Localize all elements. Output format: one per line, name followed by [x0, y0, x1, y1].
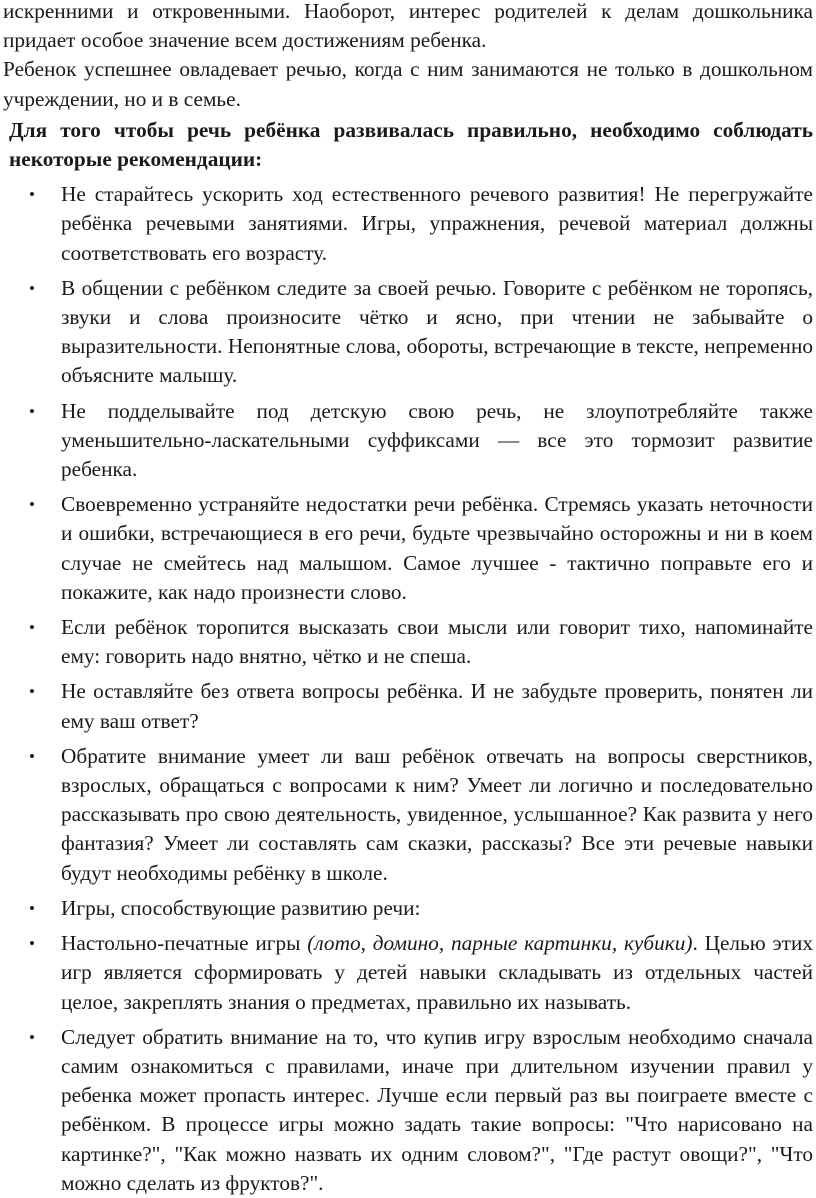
intro-paragraph-1: искренними и откровенными. Наоборот, интерес родителей к делам дошкольника придает особое значение всем достижениям ребенка.	[3, 0, 813, 53]
recommendations-heading: Для того чтобы речь ребёнка развивалась правильно, необходимо соблюдать некоторые рекомендации:	[9, 117, 813, 172]
bullet-icon: •	[29, 185, 35, 205]
list-item-games	[3, 929, 813, 1017]
recommendations-list	[3, 180, 813, 1198]
list-item-text: Не подделывайте под детскую свою речь, не злоупотребляйте также уменьшительно-ласкательными суффиксами — все это тормозит развитие ребенка.	[61, 398, 813, 482]
bullet-icon: •	[29, 1027, 35, 1047]
list-item-text: Не оставляйте без ответа вопросы ребёнка. И не забудьте проверить, понятен ли ему ваш ответ?	[61, 679, 813, 733]
bullet-icon: •	[29, 682, 35, 702]
intro-paragraph-2: Ребенок успешнее овладевает речью, когда с ним занимаются не только в дошкольном учреждении, но и в семье.	[3, 57, 813, 111]
list-item	[3, 742, 813, 888]
bullet-icon: •	[29, 401, 35, 421]
list-item	[3, 894, 813, 923]
bullet-icon: •	[29, 746, 35, 766]
games-examples-italic: (лото, домино, парные картинки, кубики)	[307, 931, 693, 956]
list-item	[3, 274, 813, 391]
list-item-last	[3, 1023, 813, 1198]
list-item-text: Не старайтесь ускорить ход естественного речевого развития! Не перегружайте ребёнка речевыми занятиями. Игры, упражнения, речевой материал должны соответствовать его возрасту.	[61, 182, 813, 265]
bullet-icon: •	[29, 495, 35, 515]
list-item	[3, 180, 813, 268]
list-item-text: Своевременно устраняйте недостатки речи ребёнка. Стремясь указать неточности и ошибки, встречающиеся в его речи, будьте чрезвычайно осторожны и ни в коем случае не смейтесь над малышом. Самое лучшее - тактично поправьте его и покажите, как надо произнести слово.	[61, 492, 813, 604]
list-item	[3, 490, 813, 607]
bullet-icon: •	[29, 898, 35, 918]
bullet-icon: •	[29, 934, 35, 954]
list-item-text: Игры, способствующие развитию речи:	[61, 895, 421, 920]
list-item	[3, 677, 813, 735]
games-lead-text: Настольно-печатные игры	[61, 931, 308, 956]
list-item-text: Обратите внимание умеет ли ваш ребёнок отвечать на вопросы сверстников, взрослых, обращаться с вопросами к ним? Умеет ли логично и последовательно рассказывать про свою деятельность, увиденное, услышанное? Как развита у него фантазия? Умеет ли составлять сам сказки, рассказы? Все эти речевые навыки будут необходимы ребёнку в школе.	[61, 743, 813, 885]
bullet-icon: •	[29, 278, 35, 298]
list-item-text: В общении с ребёнком следите за своей речью. Говорите с ребёнком не торопясь, звуки и слова произносите чётко и ясно, при чтении не забывайте о выразительности. Непонятные слова, обороты, встречающие в тексте, непременно объясните малышу.	[61, 275, 813, 388]
list-item-text: Если ребёнок торопится высказать свои мысли или говорит тихо, напоминайте ему: говорить надо внятно, чётко и не спеша.	[61, 615, 813, 669]
bullet-icon: •	[29, 618, 35, 638]
games-rest-text: . Целью этих игр является сформировать у детей навыки складывать из отдельных частей целое, закреплять знания о предметах, правильно их называть.	[61, 931, 813, 1014]
list-item	[3, 613, 813, 671]
list-item	[3, 397, 813, 485]
list-item-text: Следует обратить внимание на то, что купив игру взрослым необходимо сначала самим ознакомиться с правилами, иначе при длительном изучении правил у ребенка может пропасть интерес. Лучше если первый раз вы поиграете вместе с ребёнком. В процессе игры можно задать такие вопросы: "Что нарисовано на картинке?", "Как можно назвать их одним словом?", "Где растут овощи?", "Что можно сделать из фруктов?".	[61, 1024, 813, 1195]
